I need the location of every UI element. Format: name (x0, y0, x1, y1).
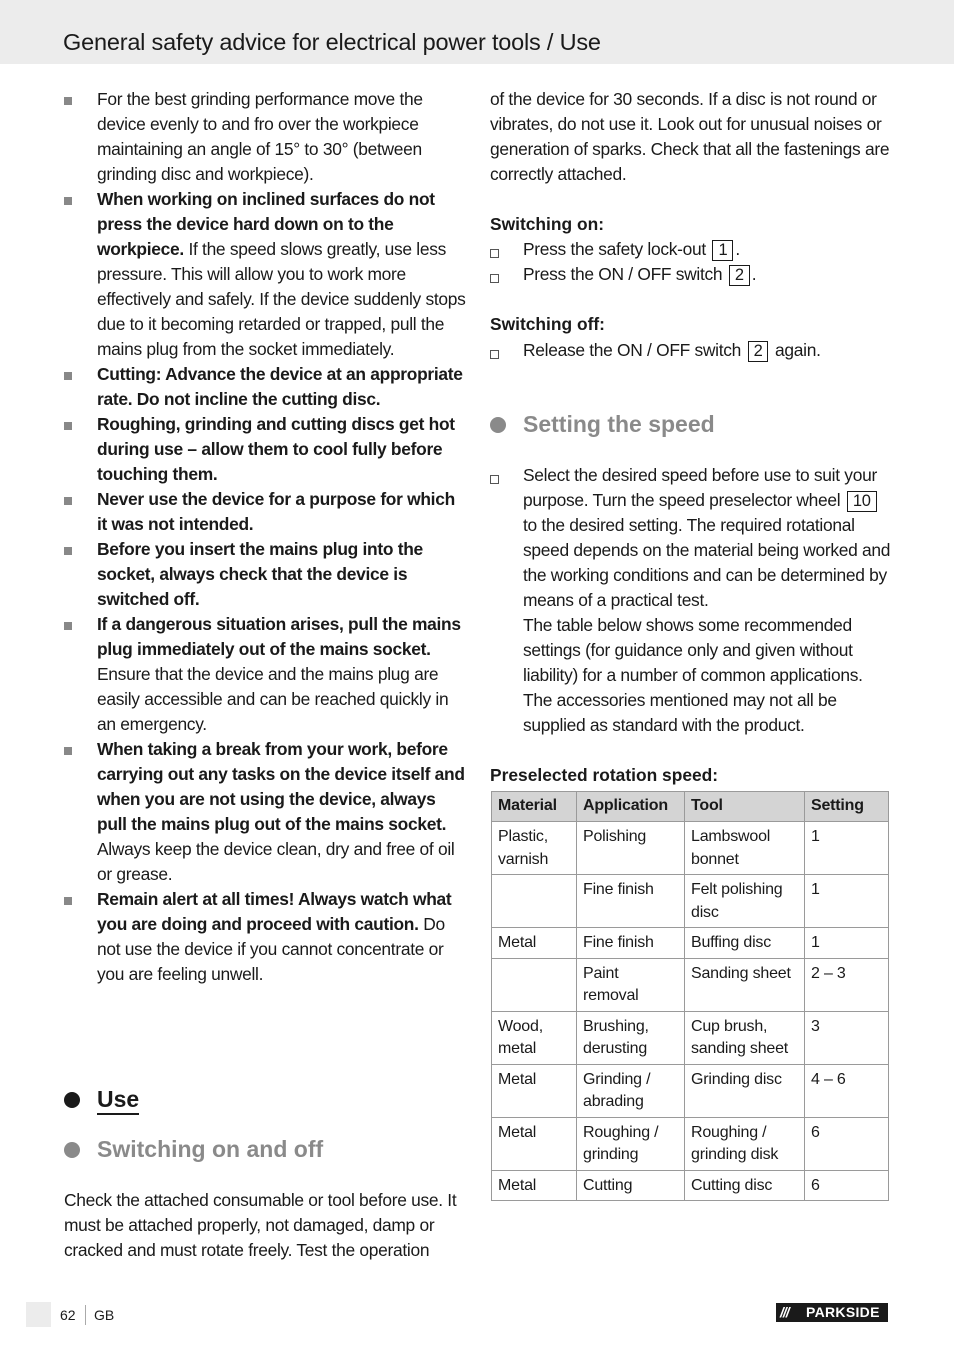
switching-paragraph: Check the attached consumable or tool before use. It must be attached properly, not damaged, damp or cracked and must rotate freely. Test the operation (64, 1190, 457, 1260)
switching-on-title: Switching on: (490, 214, 604, 234)
table-cell: Sanding sheet (685, 958, 805, 1011)
switching-off-steps (490, 338, 892, 363)
speed-heading-text: Setting the speed (523, 411, 715, 437)
table-cell (492, 958, 577, 1011)
page-title: General safety advice for electrical power tools / Use (63, 29, 601, 55)
bullet-dot-icon (64, 1092, 80, 1108)
table-cell: Paint removal (577, 958, 685, 1011)
list-item: Cutting: Advance the device at an appropriate rate. Do not incline the cutting disc. (64, 362, 466, 412)
table-cell: Metal (492, 1117, 577, 1170)
switching-off-title: Switching off: (490, 314, 605, 334)
table-cell: Grinding disc (685, 1064, 805, 1117)
list-item: When working on inclined surfaces do not press the device hard down on to the workpiece. If the speed slows greatly, use less pressure. This will allow you to work more effectively and safely. If the device suddenly stops due to it becoming retarded or trapped, pull the mains plug from the socket immediately. (64, 187, 466, 362)
table-row (492, 1011, 889, 1064)
table-cell: Plastic, varnish (492, 822, 577, 875)
table-cell: Wood, metal (492, 1011, 577, 1064)
logo-stripes-icon: /// (780, 1304, 789, 1320)
left-column (64, 87, 466, 987)
table-cell: Grinding / abrading (577, 1064, 685, 1117)
table-cell: 4 – 6 (805, 1064, 889, 1117)
list-item: Before you insert the mains plug into the socket, always check that the device is switched off. (64, 537, 466, 612)
list-item: Never use the device for a purpose for which it was not intended. (64, 487, 466, 537)
table-cell: Cutting disc (685, 1170, 805, 1201)
table-cell: 1 (805, 928, 889, 959)
use-heading-text: Use (97, 1085, 139, 1115)
table-cell (492, 875, 577, 928)
table-cell: Cup brush, sanding sheet (685, 1011, 805, 1064)
list-item: For the best grinding performance move the device evenly to and fro over the workpiece maintaining an angle of 15° to 30° (between grinding disc and workpiece). (64, 87, 466, 187)
column-header: Application (577, 792, 685, 822)
table-cell: 6 (805, 1117, 889, 1170)
table-row (492, 958, 889, 1011)
safety-list (64, 87, 466, 987)
list-item: Remain alert at all times! Always watch what you are doing and proceed with caution. Do not use the device if you cannot concentrate or you are feeling unwell. (64, 887, 466, 987)
switching-paragraph-continued: of the device for 30 seconds. If a disc is not round or vibrates, do not use it. Look out for unusual noises or generation of sparks. Check that all the fastenings are correctly attached. (490, 89, 890, 184)
table-row (492, 822, 889, 875)
page-number: 62 (60, 1307, 76, 1323)
table-cell: Buffing disc (685, 928, 805, 959)
speed-table (491, 791, 889, 1201)
list-item: If a dangerous situation arises, pull the mains plug immediately out of the mains socket. Ensure that the device and the mains plug are easily accessible and can be reached quickly in an emergency. (64, 612, 466, 737)
table-cell: Metal (492, 928, 577, 959)
ref-number: 2 (729, 265, 750, 286)
list-item: Select the desired speed before use to suit your purpose. Turn the speed preselector wheel 10 to the desired setting. The required rotational speed depends on the material being worked and the working conditions and can be determined by means of a practical test. The table below shows some recommended settings (for guidance only and given without liability) for a number of common applications. The accessories mentioned may not all be supplied as standard with the product. (490, 463, 892, 738)
speed-steps (490, 463, 892, 738)
language-code: GB (94, 1307, 115, 1323)
table-cell: 3 (805, 1011, 889, 1064)
ref-number: 10 (847, 491, 877, 512)
list-item: Roughing, grinding and cutting discs get hot during use – allow them to cool fully before touching them. (64, 412, 466, 487)
header-bar (0, 0, 954, 64)
list-item: When taking a break from your work, before carrying out any tasks on the device itself and when you are not using the device, always pull the mains plug out of the mains socket. Always keep the device clean, dry and free of oil or grease. (64, 737, 466, 887)
table-row (492, 1170, 889, 1201)
ref-number: 1 (712, 240, 733, 261)
table-cell: 2 – 3 (805, 958, 889, 1011)
table-cell: Roughing / grinding (577, 1117, 685, 1170)
list-item: Release the ON / OFF switch 2 again. (490, 338, 892, 363)
column-header: Tool (685, 792, 805, 822)
table-row (492, 875, 889, 928)
table-title: Preselected rotation speed: (490, 765, 719, 785)
footer-divider (85, 1305, 86, 1325)
table-row (492, 1117, 889, 1170)
list-item: Press the ON / OFF switch 2 . (490, 262, 892, 287)
table-cell: Polishing (577, 822, 685, 875)
bullet-dot-icon (64, 1142, 80, 1158)
table-cell: 6 (805, 1170, 889, 1201)
table-cell: Metal (492, 1064, 577, 1117)
list-item: Press the safety lock-out 1 . (490, 237, 892, 262)
table-cell: 1 (805, 822, 889, 875)
table-cell: Metal (492, 1170, 577, 1201)
ref-number: 2 (748, 341, 769, 362)
table-cell: Brushing, derusting (577, 1011, 685, 1064)
switching-on-steps (490, 237, 892, 287)
column-header: Setting (805, 792, 889, 822)
switching-heading-text: Switching on and off (97, 1136, 324, 1162)
table-cell: Roughing / grinding disk (685, 1117, 805, 1170)
parkside-logo (776, 1303, 888, 1322)
table-cell: Cutting (577, 1170, 685, 1201)
table-header-row (492, 792, 889, 822)
table-cell: Lambswool bonnet (685, 822, 805, 875)
column-header: Material (492, 792, 577, 822)
table-row (492, 1064, 889, 1117)
footer-square (26, 1302, 51, 1327)
table-cell: Fine finish (577, 928, 685, 959)
logo-text: PARKSIDE (806, 1304, 880, 1320)
table-cell: Felt polishing disc (685, 875, 805, 928)
table-cell: 1 (805, 875, 889, 928)
table-cell: Fine finish (577, 875, 685, 928)
table-row (492, 928, 889, 959)
bullet-dot-icon (490, 417, 506, 433)
